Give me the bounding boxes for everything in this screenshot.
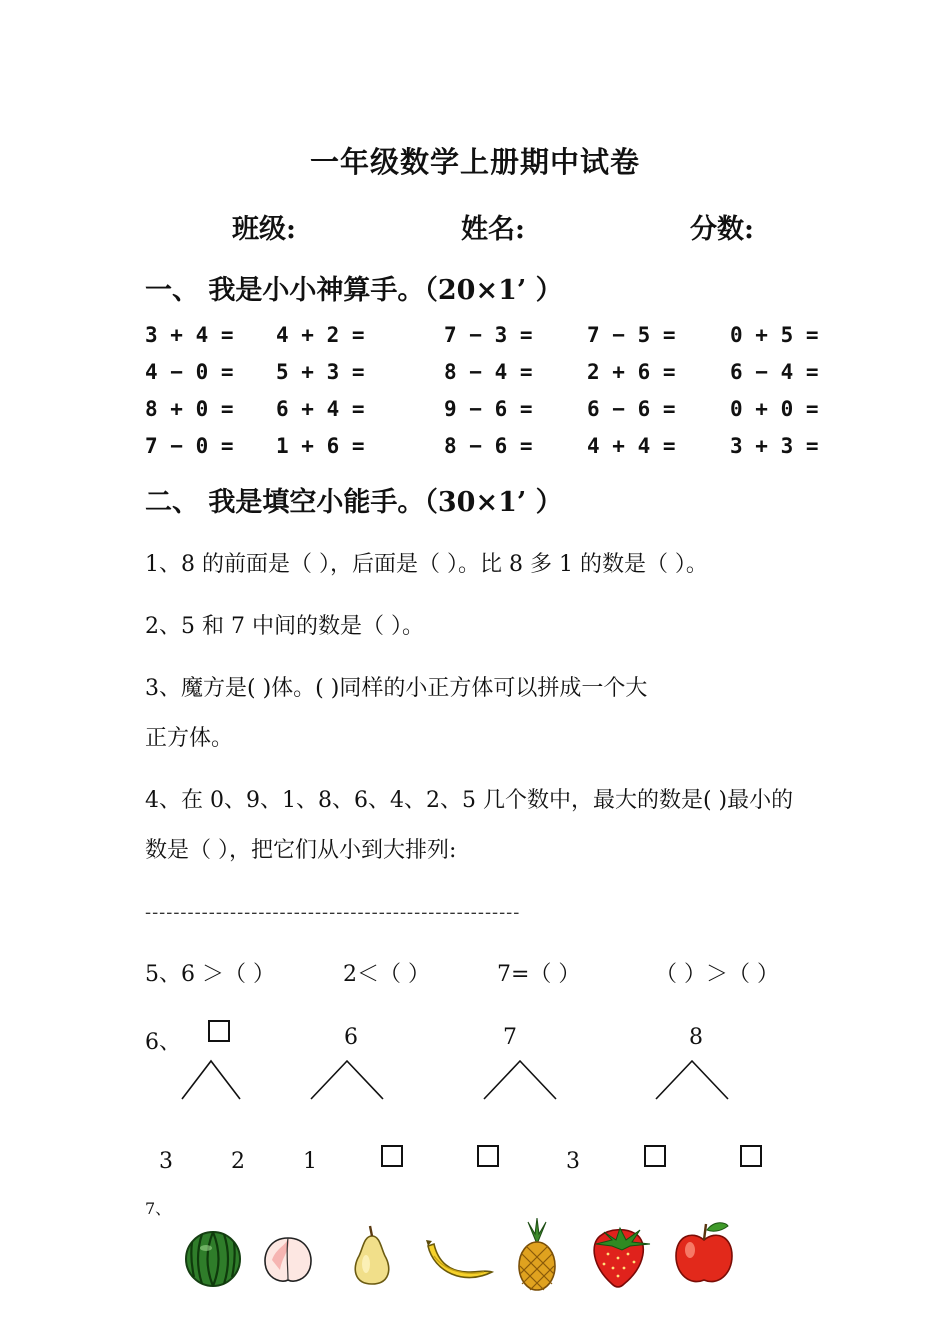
bond-branch bbox=[182, 1061, 240, 1099]
answer-box[interactable] bbox=[740, 1145, 762, 1167]
strawberry-icon bbox=[586, 1218, 656, 1290]
peach-icon bbox=[258, 1230, 318, 1286]
bond-branch bbox=[311, 1061, 383, 1099]
question-5-b: 2＜（ ） bbox=[343, 962, 430, 987]
question-5-c: 7=（ ） bbox=[497, 962, 581, 987]
equation: 7 − 3 = bbox=[444, 323, 533, 347]
section-2-title: 二、 我是填空小能手。（30×1’ ） bbox=[145, 487, 563, 518]
equation: 3 + 3 = bbox=[730, 434, 819, 458]
pineapple-icon bbox=[510, 1218, 564, 1292]
question-2: 2、5 和 7 中间的数是（ ）。 bbox=[145, 614, 424, 639]
apple-icon bbox=[670, 1218, 738, 1288]
bond-branch bbox=[656, 1061, 728, 1099]
equation: 0 + 5 = bbox=[730, 323, 819, 347]
question-4-line-1: 4、在 0、9、1、8、6、4、2、5 几个数中，最大的数是( )最小的 bbox=[145, 788, 794, 813]
pear-icon bbox=[346, 1222, 398, 1288]
bond-bottom-number: 3 bbox=[566, 1149, 580, 1174]
question-5-d: （ ）＞（ ） bbox=[655, 962, 779, 987]
name-label: 姓名: bbox=[461, 214, 525, 245]
question-6-label: 6、 bbox=[145, 1030, 181, 1055]
question-3-line-1: 3、魔方是( )体。( )同样的小正方体可以拼成一个大 bbox=[145, 676, 648, 701]
equation: 0 + 0 = bbox=[730, 397, 819, 421]
score-label: 分数: bbox=[690, 214, 754, 245]
question-5-a: 5、6 ＞（ ） bbox=[145, 962, 275, 987]
bond-bottom-number: 3 bbox=[159, 1149, 173, 1174]
equation: 7 − 0 = bbox=[145, 434, 234, 458]
equation: 6 − 4 = bbox=[730, 360, 819, 384]
banana-icon bbox=[420, 1232, 496, 1288]
question-1: 1、8 的前面是（ ），后面是（ ）。比 8 多 1 的数是（ ）。 bbox=[145, 552, 708, 577]
watermelon-icon bbox=[182, 1228, 244, 1290]
bond-top-number: 7 bbox=[503, 1025, 517, 1050]
bond-branch bbox=[484, 1061, 556, 1099]
equation: 4 − 0 = bbox=[145, 360, 234, 384]
bond-top-number: 8 bbox=[689, 1025, 703, 1050]
equation: 3 + 4 = bbox=[145, 323, 234, 347]
equation: 8 − 6 = bbox=[444, 434, 533, 458]
equation: 9 − 6 = bbox=[444, 397, 533, 421]
question-7-label: 7、 bbox=[145, 1199, 172, 1218]
answer-box[interactable] bbox=[381, 1145, 403, 1167]
equation: 6 + 4 = bbox=[276, 397, 365, 421]
equation: 5 + 3 = bbox=[276, 360, 365, 384]
answer-dashed-line: ----------------------------------------------------- bbox=[145, 902, 521, 923]
bond-top-number: 6 bbox=[344, 1025, 358, 1050]
page-title: 一年级数学上册期中试卷 bbox=[309, 145, 640, 179]
equation: 7 − 5 = bbox=[587, 323, 676, 347]
equation: 8 + 0 = bbox=[145, 397, 234, 421]
equation: 4 + 2 = bbox=[276, 323, 365, 347]
answer-box[interactable] bbox=[644, 1145, 666, 1167]
equation: 8 − 4 = bbox=[444, 360, 533, 384]
answer-box[interactable] bbox=[477, 1145, 499, 1167]
equation: 2 + 6 = bbox=[587, 360, 676, 384]
bond-bottom-number: 1 bbox=[303, 1149, 317, 1174]
section-1-title: 一、 我是小小神算手。（20×1’ ） bbox=[145, 275, 563, 306]
equation: 4 + 4 = bbox=[587, 434, 676, 458]
class-label: 班级: bbox=[232, 214, 296, 245]
question-3-line-2: 正方体。 bbox=[145, 726, 234, 751]
equation: 6 − 6 = bbox=[587, 397, 676, 421]
question-4-line-2: 数是（ ），把它们从小到大排列: bbox=[145, 838, 457, 863]
bond-bottom-number: 2 bbox=[231, 1149, 245, 1174]
equation: 1 + 6 = bbox=[276, 434, 365, 458]
